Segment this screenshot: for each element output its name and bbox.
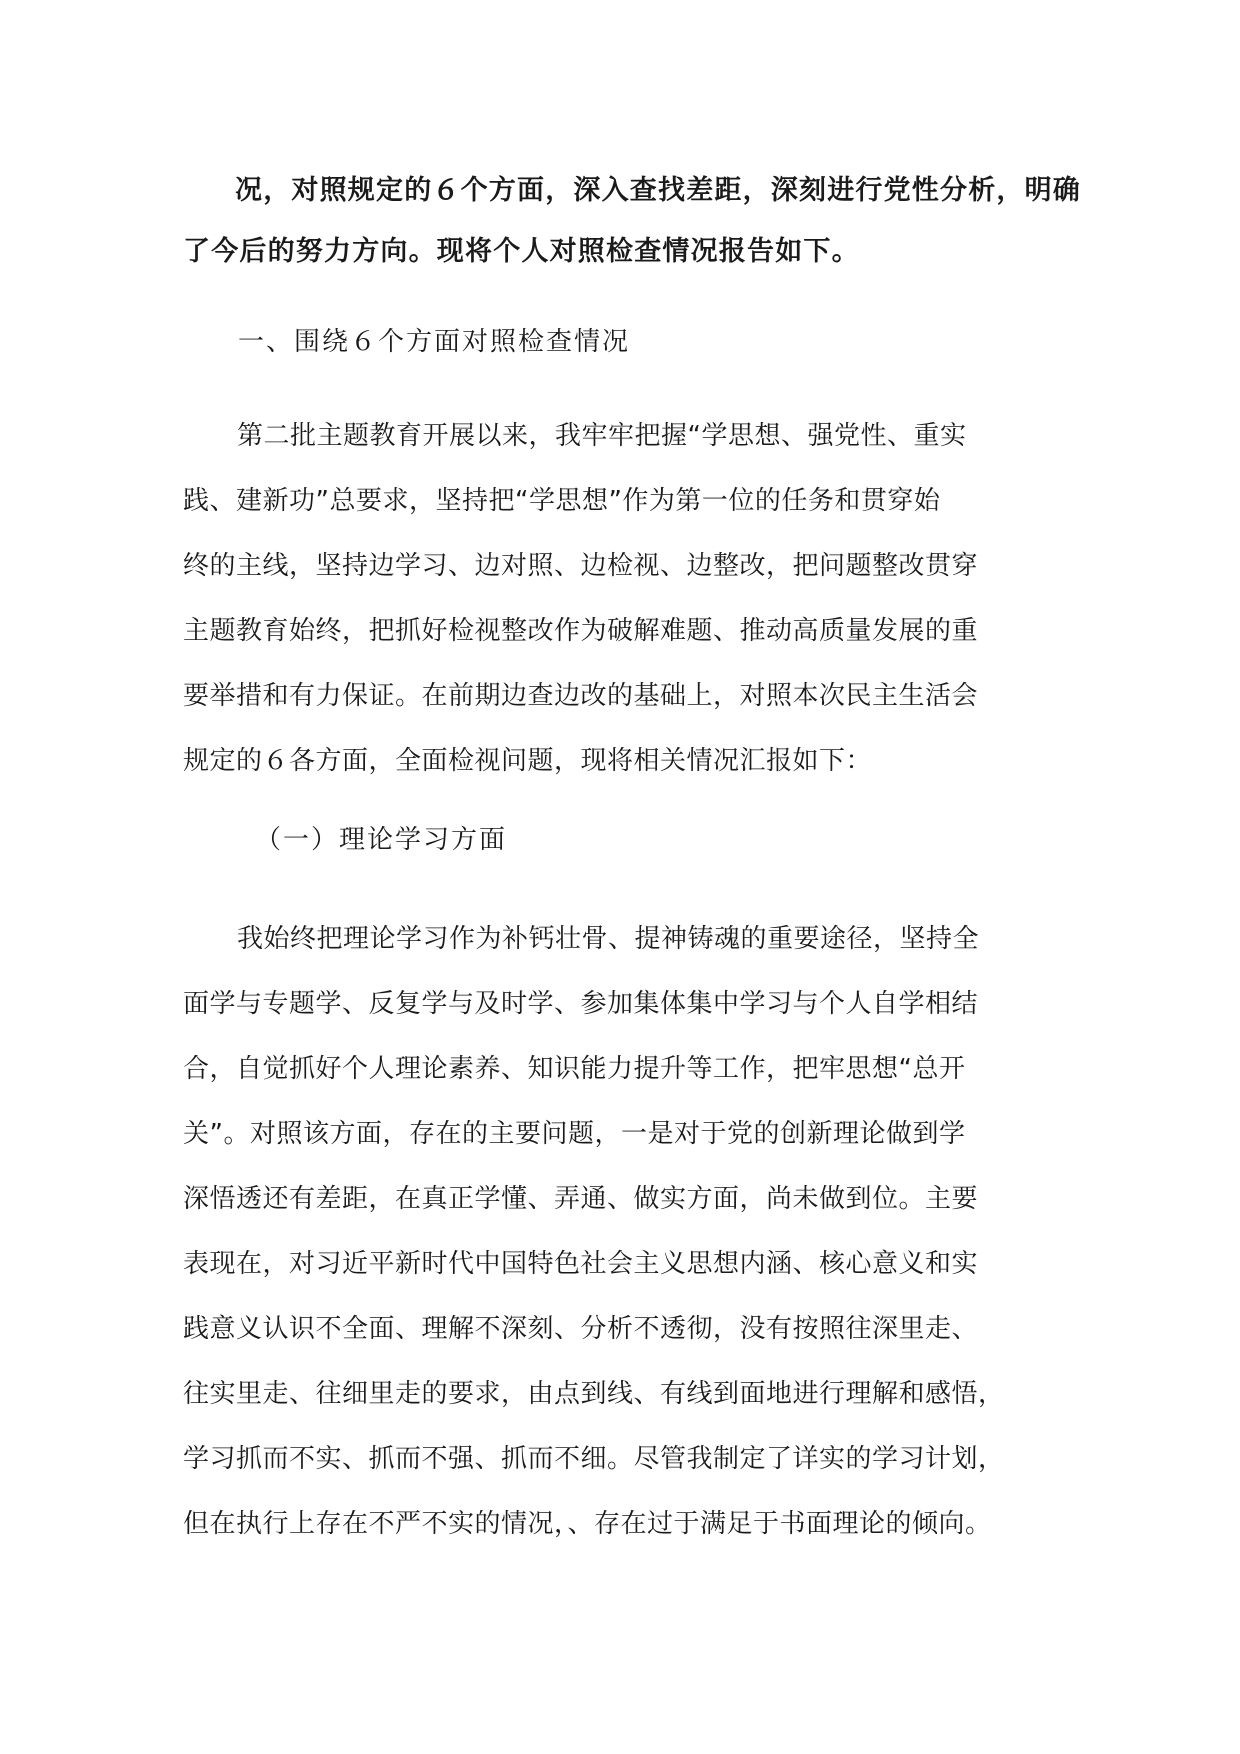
paragraph-1 — [183, 404, 1068, 794]
paragraph-line: 学习抓而不实、抓而不强、抓而不细。尽管我制定了详实的学习计划， — [183, 1444, 1005, 1474]
paragraph-line: 第二批主题教育开展以来，我牢牢把握“学思想、强党性、重实 — [237, 421, 967, 451]
paragraph-line: 面学与专题学、反复学与及时学、参加集体集中学习与个人自学相结 — [183, 989, 979, 1019]
paragraph-line: 表现在，对习近平新时代中国特色社会主义思想内涵、核心意义和实 — [183, 1249, 979, 1279]
paragraph-line: 践意义认识不全面、理解不深刻、分析不透彻，没有按照往深里走、 — [183, 1314, 979, 1344]
paragraph-line: 主题教育始终，把抓好检视整改作为破解难题、推动高质量发展的重 — [183, 616, 979, 646]
paragraph-line: 关”。对照该方面，存在的主要问题，一是对于党的创新理论做到学 — [183, 1119, 966, 1149]
intro-line: 了今后的努力方向。现将个人对照检查情况报告如下。 — [183, 236, 860, 267]
section-heading: 一、围绕６个方面对照检查情况 — [238, 327, 631, 357]
paragraph-line: 合，自觉抓好个人理论素养、知识能力提升等工作，把牢思想“总开 — [183, 1054, 966, 1084]
paragraph-line: 规定的６各方面，全面检视问题，现将相关情况汇报如下： — [183, 746, 873, 776]
paragraph-line: 要举措和有力保证。在前期边查边改的基础上，对照本次民主生活会 — [183, 681, 979, 711]
paragraph-line: 深悟透还有差距，在真正学懂、弄通、做实方面，尚未做到位。主要 — [183, 1184, 979, 1214]
paragraph-line: 终的主线，坚持边学习、边对照、边检视、边整改，把问题整改贯穿 — [183, 551, 979, 581]
paragraph-line: 我始终把理论学习作为补钙壮骨、提神铸魂的重要途径，坚持全 — [237, 924, 980, 954]
intro-paragraph — [183, 160, 1081, 282]
paragraph-2 — [183, 907, 1068, 1557]
paragraph-line: 践、建新功”总要求，坚持把“学思想”作为第一位的任务和贯穿始 — [183, 486, 941, 516]
intro-line: 况，对照规定的６个方面，深入查找差距，深刻进行党性分析，明确 — [235, 175, 1081, 206]
paragraph-line: 但在执行上存在不严不实的情况，、存在过于满足于书面理论的倾向。 — [183, 1509, 992, 1539]
subsection-heading: （一）理论学习方面 — [255, 825, 508, 855]
paragraph-line: 往实里走、往细里走的要求，由点到线、有线到面地进行理解和感悟， — [183, 1379, 1005, 1409]
